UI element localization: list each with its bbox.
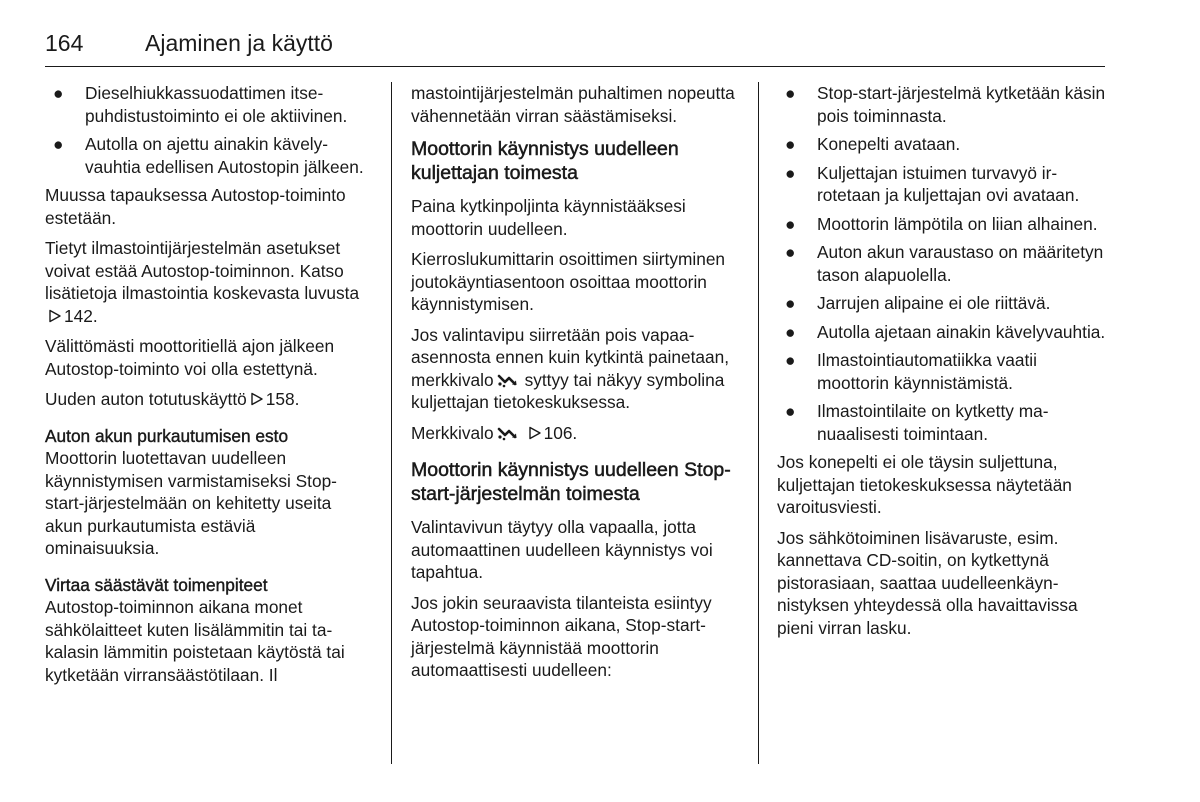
paragraph: Välittömästi moottoritiellä ajon jälkeen Autostop-toiminto voi olla estettynä. <box>45 336 335 379</box>
paragraph: Jos jokin seuraavista tilanteista esiintyy Autostop-toiminnon aikana, Stop-start-järjestelmä käynnistää moottorin automaattisesti uudelleen: <box>411 592 712 680</box>
paragraph: Merkkivalo 106. <box>411 422 578 443</box>
paragraph: Autostop-toiminnon aikana monet sähkölaitteet kuten lisälämmitin tai takalasin lämmitin poistetaan käytöstä tai kytketään virransäästötilaan. Il <box>45 597 345 685</box>
paragraph: Moottorin luotettavan uudelleen käynnistymisen varmistamiseksi Stop-start-järjestelmään on kehitetty useita akun purkautumista estäviä ominaisuuksia. <box>45 448 337 558</box>
page-reference-142[interactable]: 142. <box>64 305 98 326</box>
heading-system-restart: Moottorin käynnistys uudelleen Stop-start-järjestelmän toimesta <box>411 459 731 505</box>
bullet-icon: ● <box>53 134 64 154</box>
page-header <box>45 28 1105 67</box>
paragraph: Paina kytkinpoljinta käynnistääksesi moottorin uudelleen. <box>411 196 686 239</box>
column-divider-1 <box>391 82 392 764</box>
paragraph: Muussa tapauksessa Autostop-toiminto estetään. <box>45 185 346 228</box>
list-item: ● Autolla ajetaan ainakin kävelyvauhtia. <box>785 321 1106 342</box>
triangle-arrow-right-icon[interactable] <box>48 309 62 323</box>
bullet-icon: ● <box>785 293 796 313</box>
paragraph: Tietyt ilmastointijärjestelmän asetukset voivat estää Autostop-toiminnon. Katso lisätietoja ilmastointia koskevasta luvusta142. <box>45 238 360 326</box>
autostop-lamp-icon <box>497 425 521 441</box>
bullet-icon: ● <box>785 350 796 370</box>
page-reference-106[interactable]: 106. <box>543 422 578 443</box>
bullet-icon: ● <box>785 242 796 262</box>
list-item: ● Kuljettajan istuimen turvavyö irrotetaan ja kuljettajan ovi avataan. <box>785 162 1080 205</box>
column-1 <box>45 82 370 694</box>
bullet-icon: ● <box>785 321 796 342</box>
autostop-lamp-icon <box>497 372 521 388</box>
paragraph: Valintavivun täytyy olla vapaalla, jotta automaattinen uudelleen käynnistys voi tapahtua. <box>411 517 713 582</box>
bullet-icon: ● <box>785 401 796 421</box>
column-2 <box>411 82 739 690</box>
triangle-arrow-right-icon[interactable] <box>250 392 264 406</box>
list-item: ● Ilmastointiautomatiikka vaatii moottorin käynnistämistä. <box>785 350 1037 393</box>
paragraph: Jos sähkötoiminen lisävaruste, esim. kannettava CD-soitin, on kytkettynä pistorasiaan, saattaa uudelleenkäynnistyksen yhteydessä olla havaittavissa pieni virran lasku. <box>777 527 1078 638</box>
heading-driver-restart: Moottorin käynnistys uudelleen kuljettajan toimesta <box>411 138 679 184</box>
chapter-title: Ajaminen ja käyttö <box>145 30 333 56</box>
column-divider-2 <box>758 82 759 764</box>
list-item: ● Moottorin lämpötila on liian alhainen. <box>785 213 1098 234</box>
list-item: ● Dieselhiukkassuodattimen itsepuhdistustoiminto ei ole aktiivinen. <box>53 83 348 126</box>
triangle-arrow-right-icon[interactable] <box>528 426 542 440</box>
paragraph: mastointijärjestelmän puhaltimen nopeutta vähennetään virran säästämiseksi. <box>411 83 735 126</box>
list-item: ● Ilmastointilaite on kytketty manuaalisesti toimintaan. <box>785 401 1049 444</box>
bullet-icon: ● <box>785 83 796 103</box>
page-reference-158[interactable]: 158. <box>265 389 300 409</box>
bullet-list-2 <box>777 82 1107 445</box>
paragraph: Jos konepelti ei ole täysin suljettuna, kuljettajan tietokeskuksessa näytetään varoitusviesti. <box>777 452 1072 517</box>
paragraph: Jos valintavipu siirretään pois vapaaasennosta ennen kuin kytkintä painetaan, merkkivalo syttyy tai näkyy symbolina kuljettajan tietokeskuksessa. <box>411 324 730 412</box>
bullet-icon: ● <box>785 134 796 154</box>
subheading-power-saving: Virtaa säästävät toimenpiteet <box>45 574 268 595</box>
page-number: 164 <box>45 30 84 56</box>
list-item: ● Auton akun varaustaso on määritetyn tason alapuolella. <box>785 242 1104 285</box>
bullet-list-1 <box>45 82 370 178</box>
list-item: ● Konepelti avataan. <box>785 134 961 154</box>
bullet-icon: ● <box>785 213 796 234</box>
column-3 <box>777 82 1107 647</box>
list-item: ● Autolla on ajettu ainakin kävelyvauhtia edellisen Autostopin jälkeen. <box>53 134 364 177</box>
paragraph: Uuden auton totutuskäyttö 158. <box>45 389 300 409</box>
subheading-battery: Auton akun purkautumisen esto <box>45 425 289 446</box>
list-item: ● Jarrujen alipaine ei ole riittävä. <box>785 293 1051 313</box>
paragraph: Kierroslukumittarin osoittimen siirtyminen joutokäyntiasentoon osoittaa moottorin käynnistymisen. <box>411 249 726 314</box>
bullet-icon: ● <box>785 162 796 183</box>
bullet-icon: ● <box>53 83 64 103</box>
list-item: ● Stop-start-järjestelmä kytketään käsin pois toiminnasta. <box>785 83 1106 126</box>
